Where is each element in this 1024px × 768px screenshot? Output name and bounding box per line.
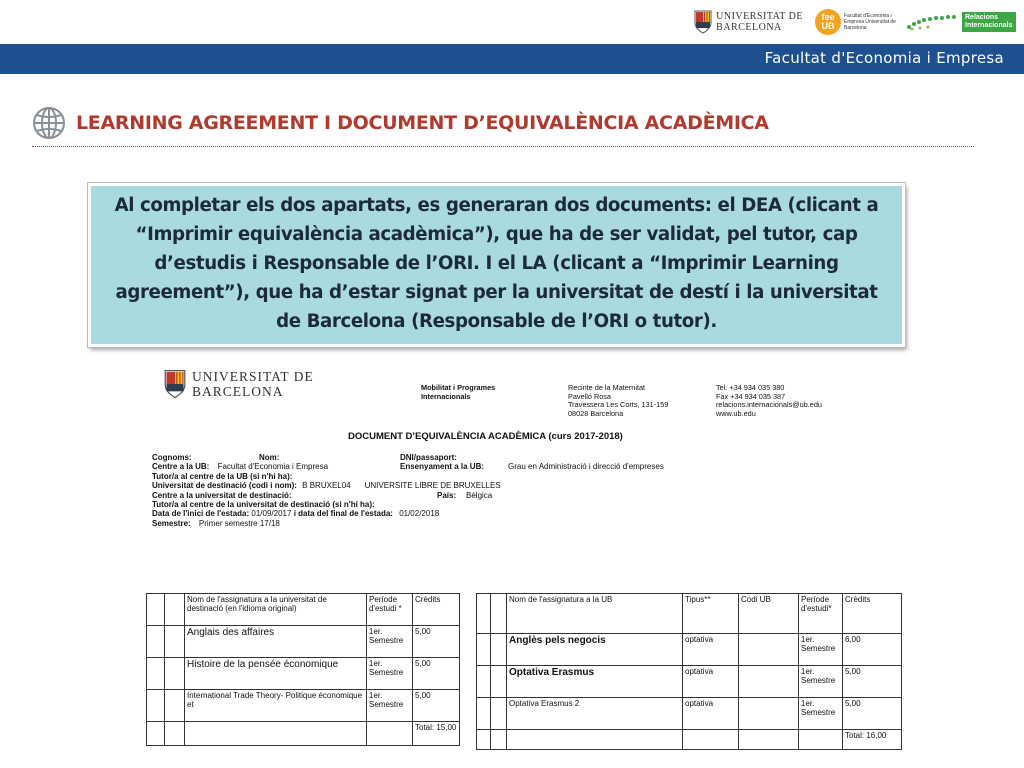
document-ub-logo xyxy=(164,368,314,400)
dni-label: DNI/passaport: xyxy=(400,453,457,462)
table-header: Tipus** xyxy=(683,594,739,634)
table-row xyxy=(477,698,902,730)
nom-label: Nom: xyxy=(259,453,280,462)
contact-line: relacions.internacionals@ub.edu xyxy=(716,400,822,409)
ub-course-code xyxy=(739,666,799,698)
ub-logo xyxy=(694,10,803,34)
table-header: Crèdits xyxy=(843,594,902,634)
table-total: Total: 15,00 xyxy=(413,722,460,746)
table-row xyxy=(147,658,460,690)
department-line: Mobilitat i Programes xyxy=(421,383,496,392)
callout-text: Al completar els dos apartats, es generaran dos documents: el DEA (clicant a “Imprimir equivalència acadèmica”), que ha de ser validat, pel tutor, cap d’estudis i Responsable de l’ORI. I el LA (clicant a “Imprimir Learning agreement”), que ha d’estar signat per la universitat de destí i la universitat de Barcelona (Responsable de l’ORI o tutor). xyxy=(114,195,879,332)
table-header: Període d'estudi* xyxy=(799,594,843,634)
table-header: Crèdits xyxy=(413,594,460,626)
fee-logo-text: Facultat d'Economia i Empresa Universitat de Barcelona xyxy=(844,13,896,31)
document-ub-line2: BARCELONA xyxy=(192,384,284,399)
contact-line: www.ub.edu xyxy=(716,408,756,418)
ub-course-name: Anglès pels negocis xyxy=(507,634,683,666)
document-contact xyxy=(716,384,822,418)
document-title: DOCUMENT D’EQUIVALÈNCIA ACADÈMICA (curs 2017-2018) xyxy=(348,431,623,442)
address-line: Recinte de la Maternitat xyxy=(568,383,646,392)
course-name: International Trade Theory- Politique économique et xyxy=(185,690,367,722)
ub-logo-line1: UNIVERSITAT DE xyxy=(716,11,803,22)
ensenyament-label: Ensenyament a la UB: xyxy=(400,462,485,472)
ub-course-name: Optativa Erasmus 2 xyxy=(507,698,683,730)
table-header: Període d'estudi * xyxy=(367,594,413,626)
ub-course-type: optativa xyxy=(683,634,739,666)
centre-desti-label: Centre a la universitat de destinació: xyxy=(152,490,292,500)
centre-value: Facultat d'Economia i Empresa xyxy=(217,462,329,472)
ub-course-code xyxy=(739,698,799,730)
table-header: Nom de l'assignatura a la universitat de destinació (en l'idioma original) xyxy=(185,594,367,626)
table-header: Codi UB xyxy=(739,594,799,634)
contact-line: Tel. +34 934 035 380 xyxy=(716,383,785,392)
ub-course-period: 1er. Semestre xyxy=(799,698,843,730)
ri-dots-icon xyxy=(906,12,958,32)
course-period: 1er. Semestre xyxy=(367,690,413,722)
course-credits: 5,00 xyxy=(413,690,460,722)
tutor-desti-label: Tutor/a al centre de la universitat de destinació (si n'hi ha): xyxy=(152,499,375,509)
desti-name: UNIVERSITE LIBRE DE BRUXELLES xyxy=(364,481,501,491)
ub-course-type: optativa xyxy=(683,698,739,730)
department-line: Internacionals xyxy=(421,391,471,401)
fee-logo-mark: fee UB xyxy=(815,9,841,35)
table-total: Total: 16,00 xyxy=(843,730,902,750)
contact-line: Fax +34 934 035 387 xyxy=(716,391,786,401)
ub-course-period: 1er. Semestre xyxy=(799,666,843,698)
table-row xyxy=(147,626,460,658)
address-line: Pavelló Rosa xyxy=(568,391,611,401)
course-credits: 5,00 xyxy=(413,658,460,690)
cognoms-label: Cognoms: xyxy=(152,453,192,462)
pais-value: Bèlgica xyxy=(466,490,493,500)
table-row xyxy=(477,666,902,698)
address-line: Travessera Les Corts, 131-159 xyxy=(568,400,669,409)
ub-course-period: 1er. Semestre xyxy=(799,634,843,666)
ri-logo-text: Relacions Internacionals xyxy=(962,12,1016,32)
address-line: 08028 Barcelona xyxy=(568,408,624,418)
pais-label: País: xyxy=(437,490,457,500)
data-final-label: i data del final de l'estada: xyxy=(293,509,393,519)
ub-course-name: Optativa Erasmus xyxy=(507,666,683,698)
table-row xyxy=(147,690,460,722)
data-inici-label: Data de l'inici de l'estada: xyxy=(152,509,250,519)
data-inici-value: 01/09/2017 xyxy=(251,509,292,519)
ub-course-credits: 5,00 xyxy=(843,666,902,698)
header-logos xyxy=(694,6,1016,38)
page-title: LEARNING AGREEMENT I DOCUMENT D’EQUIVALÈNCIA ACADÈMICA xyxy=(76,112,769,134)
document-screenshot xyxy=(140,362,910,768)
ub-course-credits: 6,00 xyxy=(843,634,902,666)
tutor-ub-label: Tutor/a al centre de la UB (si n'hi ha): xyxy=(152,471,293,481)
course-period: 1er. Semestre xyxy=(367,658,413,690)
ub-logo-line2: BARCELONA xyxy=(716,22,782,33)
ub-logo-text xyxy=(716,11,803,33)
ub-shield-icon xyxy=(164,368,186,400)
ub-course-type: optativa xyxy=(683,666,739,698)
info-callout xyxy=(88,183,905,347)
course-credits: 5,00 xyxy=(413,626,460,658)
ensenyament-value: Grau en Administració i direcció d'empreses xyxy=(508,462,664,472)
band-title: Facultat d'Economia i Empresa xyxy=(764,49,1004,67)
ub-course-credits: 5,00 xyxy=(843,698,902,730)
document-ub-line1: UNIVERSITAT DE xyxy=(192,369,314,384)
page-heading xyxy=(32,106,769,140)
ub-shield-icon xyxy=(694,10,712,34)
ri-logo xyxy=(906,12,1016,32)
table-row xyxy=(477,634,902,666)
document-department xyxy=(421,384,495,401)
heading-divider xyxy=(32,146,974,147)
centre-label: Centre a la UB: xyxy=(152,462,210,472)
table-header: Nom de l'assignatura a la UB xyxy=(507,594,683,634)
document-fields xyxy=(152,453,852,528)
header-band xyxy=(0,44,1024,74)
fee-logo xyxy=(815,9,896,35)
destination-courses-table xyxy=(146,593,460,746)
course-name: Histoire de la pensée économique xyxy=(185,658,367,690)
data-final-value: 01/02/2018 xyxy=(399,509,440,519)
ub-courses-table xyxy=(476,593,902,750)
course-period: 1er. Semestre xyxy=(367,626,413,658)
document-address xyxy=(568,384,668,418)
desti-label: Universitat de destinació (codi i nom): xyxy=(152,481,297,491)
ub-course-code xyxy=(739,634,799,666)
globe-icon xyxy=(32,106,66,140)
semestre-label: Semestre: xyxy=(152,518,191,528)
desti-code: B BRUXEL04 xyxy=(302,481,351,491)
semestre-value: Primer semestre 17/18 xyxy=(198,518,280,528)
course-name: Anglais des affaires xyxy=(185,626,367,658)
